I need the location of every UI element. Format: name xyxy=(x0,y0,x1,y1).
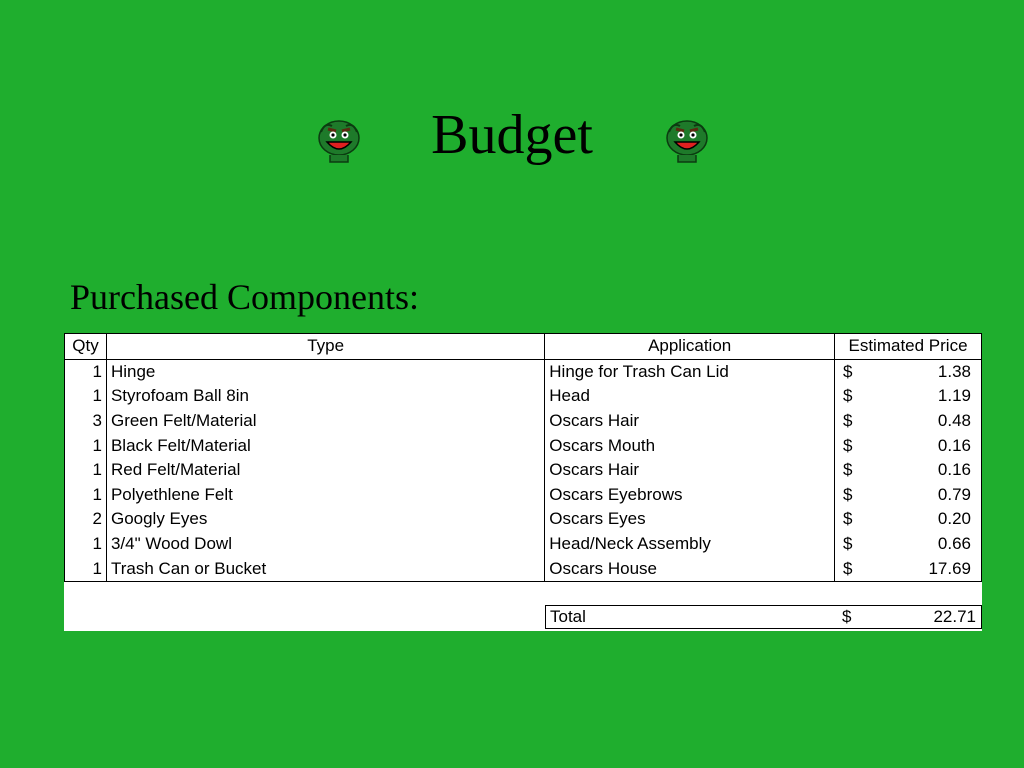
header-qty: Qty xyxy=(65,334,107,360)
price-currency: $ xyxy=(843,386,853,406)
cell-type: 3/4" Wood Dowl xyxy=(106,532,544,557)
cell-estimated-price xyxy=(835,433,982,458)
cell-qty: 1 xyxy=(65,458,107,483)
price-currency: $ xyxy=(843,558,853,578)
cell-qty: 1 xyxy=(65,532,107,557)
total-label: Total xyxy=(550,607,586,626)
price-amount: 0.79 xyxy=(937,484,971,504)
cell-application: Oscars Hair xyxy=(545,409,835,434)
total-price xyxy=(842,606,976,628)
price-currency: $ xyxy=(843,509,853,529)
cell-estimated-price xyxy=(835,483,982,508)
header-estimated-price: Estimated Price xyxy=(835,334,982,360)
cell-type: Styrofoam Ball 8in xyxy=(106,384,544,409)
table-row xyxy=(65,409,982,434)
budget-spreadsheet xyxy=(64,333,982,631)
cell-type: Trash Can or Bucket xyxy=(106,556,544,581)
table-row xyxy=(65,384,982,409)
header-type: Type xyxy=(106,334,544,360)
cell-type: Red Felt/Material xyxy=(106,458,544,483)
table-row xyxy=(65,433,982,458)
cell-estimated-price xyxy=(835,409,982,434)
price-amount: 0.16 xyxy=(937,460,971,480)
cell-estimated-price xyxy=(835,532,982,557)
table-row xyxy=(65,483,982,508)
price-amount: 17.69 xyxy=(928,558,971,578)
cell-qty: 1 xyxy=(65,433,107,458)
total-row xyxy=(545,605,982,629)
oscar-grouch-icon xyxy=(316,118,362,164)
price-currency: $ xyxy=(843,411,853,431)
cell-estimated-price xyxy=(835,359,982,384)
cell-qty: 3 xyxy=(65,409,107,434)
total-currency: $ xyxy=(842,607,852,626)
price-amount: 0.20 xyxy=(937,509,971,529)
table-row xyxy=(65,458,982,483)
cell-qty: 2 xyxy=(65,507,107,532)
table-row xyxy=(65,359,982,384)
cell-type: Googly Eyes xyxy=(106,507,544,532)
table-row xyxy=(65,507,982,532)
cell-qty: 1 xyxy=(65,483,107,508)
price-currency: $ xyxy=(843,361,853,381)
table-row xyxy=(65,556,982,581)
price-currency: $ xyxy=(843,484,853,504)
cell-estimated-price xyxy=(835,556,982,581)
price-currency: $ xyxy=(843,534,853,554)
budget-table xyxy=(64,333,982,582)
cell-application: Head/Neck Assembly xyxy=(545,532,835,557)
cell-type: Hinge xyxy=(106,359,544,384)
price-amount: 1.19 xyxy=(937,386,971,406)
price-amount: 0.48 xyxy=(937,411,971,431)
cell-type: Green Felt/Material xyxy=(106,409,544,434)
oscar-grouch-icon xyxy=(664,118,710,164)
cell-application: Head xyxy=(545,384,835,409)
price-amount: 1.38 xyxy=(937,361,971,381)
cell-type: Polyethlene Felt xyxy=(106,483,544,508)
cell-estimated-price xyxy=(835,458,982,483)
cell-application: Hinge for Trash Can Lid xyxy=(545,359,835,384)
cell-application: Oscars Eyebrows xyxy=(545,483,835,508)
cell-application: Oscars Hair xyxy=(545,458,835,483)
cell-qty: 1 xyxy=(65,556,107,581)
section-heading: Purchased Components: xyxy=(70,277,419,317)
cell-qty: 1 xyxy=(65,384,107,409)
cell-estimated-price xyxy=(835,384,982,409)
cell-qty: 1 xyxy=(65,359,107,384)
price-amount: 0.16 xyxy=(937,435,971,455)
header-application: Application xyxy=(545,334,835,360)
price-currency: $ xyxy=(843,435,853,455)
slide-title: Budget xyxy=(431,104,593,166)
total-amount: 22.71 xyxy=(933,607,976,626)
price-currency: $ xyxy=(843,460,853,480)
table-header-row xyxy=(65,334,982,360)
cell-estimated-price xyxy=(835,507,982,532)
cell-type: Black Felt/Material xyxy=(106,433,544,458)
table-row xyxy=(65,532,982,557)
cell-application: Oscars House xyxy=(545,556,835,581)
cell-application: Oscars Eyes xyxy=(545,507,835,532)
cell-application: Oscars Mouth xyxy=(545,433,835,458)
price-amount: 0.66 xyxy=(937,534,971,554)
